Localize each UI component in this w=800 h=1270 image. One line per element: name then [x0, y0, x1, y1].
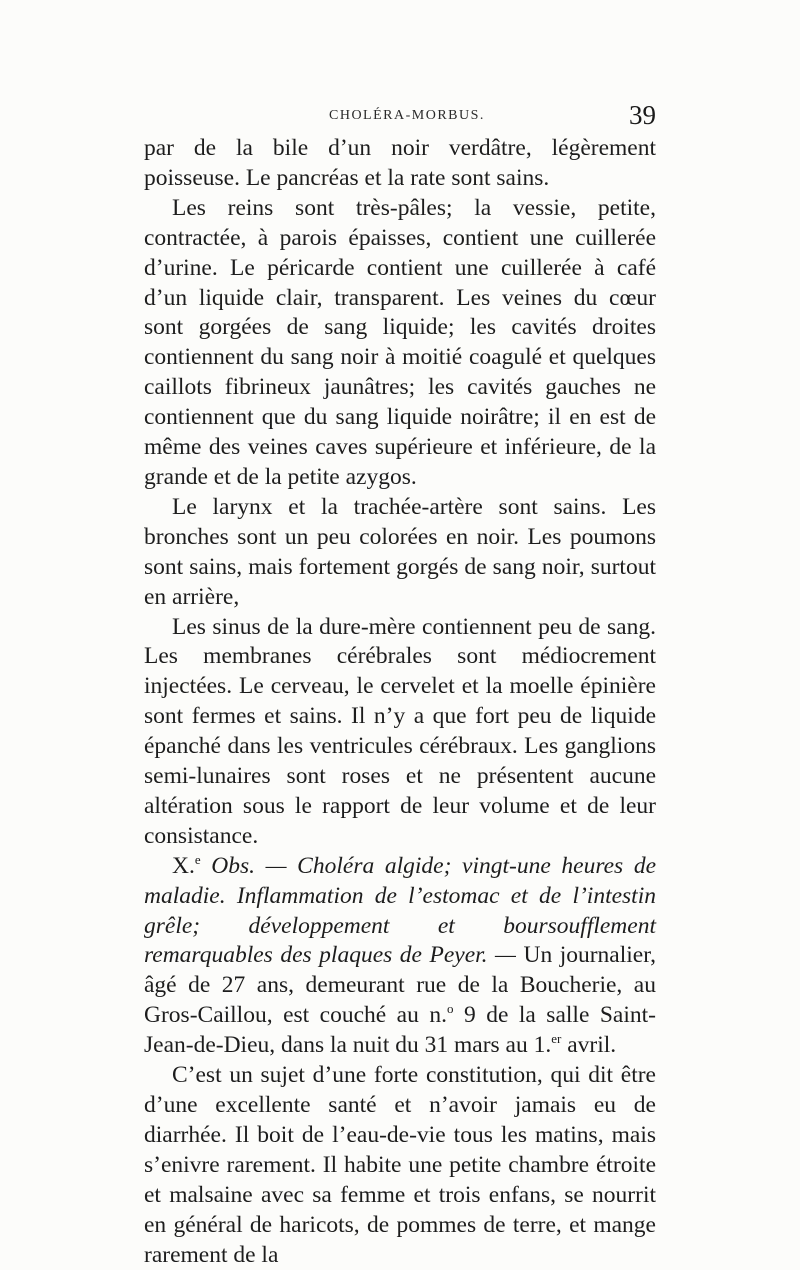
- paragraph: C’est un sujet d’une forte constitution, qui dit être d’une excellente santé et n’avoir jamais eu de diarrhée. Il boit de l’eau-de-vie tous les matins, mais s’enivre rarement. Il habite une petite chambre étroite et malsaine avec sa femme et trois enfans, se nourrit en général de haricots, de pommes de terre, et mange rarement de la: [144, 1062, 656, 1268]
- observation-text-a: Un journalier, âgé de 27 ans, demeurant rue de la Boucherie, au Gros-Caillou, est couché au n.: [144, 942, 656, 1029]
- observation-number-text: X.: [172, 852, 195, 879]
- observation-text-c: avril.: [567, 1032, 617, 1059]
- paragraph: Le larynx et la trachée-artère sont sains. Les bronches sont un peu colorées en noir. Les poumons sont sains, mais fortement gorgés de sang noir, surtout en arrière,: [144, 493, 656, 610]
- body-text: [144, 134, 656, 1270]
- running-title: CHOLÉRA-MORBUS.: [329, 108, 485, 123]
- observation-paragraph: [144, 852, 656, 1061]
- superscript-er: er: [551, 1031, 562, 1047]
- paragraph: Les sinus de la dure-mère contiennent peu de sang. Les membranes cérébrales sont médiocrement injectées. Le cerveau, le cervelet et la moelle épinière sont fermes et sains. Il n’y a que fort peu de liquide épanché dans les ventricules cérébraux. Les ganglions semi-lunaires sont roses et ne présentent aucune altération sous le rapport de leur volume et de leur consistance.: [144, 613, 656, 849]
- observation-number-sup: e: [194, 851, 201, 867]
- page-number: 39: [629, 100, 656, 130]
- observation-text-b: 9 de la salle Saint-Jean-de-Dieu, dans la nuit du 31 mars au 1.: [144, 1002, 656, 1059]
- observation-number: [172, 853, 201, 879]
- paragraph: par de la bile d’un noir verdâtre, légèrement poisseuse. Le pancréas et la rate sont sains.: [144, 135, 656, 191]
- paragraph: Les reins sont très-pâles; la vessie, petite, contractée, à parois épaisses, contient une cuillerée d’urine. Le péricarde contient une cuillerée à café d’un liquide clair, transparent. Les veines du cœur sont gorgées de sang liquide; les cavités droites contiennent du sang noir à moitié coagulé et quelques caillots fibrineux jaunâtres; les cavités gauches ne contiennent que du sang liquide noirâtre; il en est de même des veines caves supérieure et inférieure, de la grande et de la petite azygos.: [144, 194, 656, 490]
- superscript-o: o: [446, 1001, 454, 1017]
- observation-title: Obs. — Choléra algide; vingt-une heures de maladie. Inflammation de l’estomac et de l’intestin grêle; développement et boursoufflement remarquables des plaques de Peyer. —: [144, 852, 657, 969]
